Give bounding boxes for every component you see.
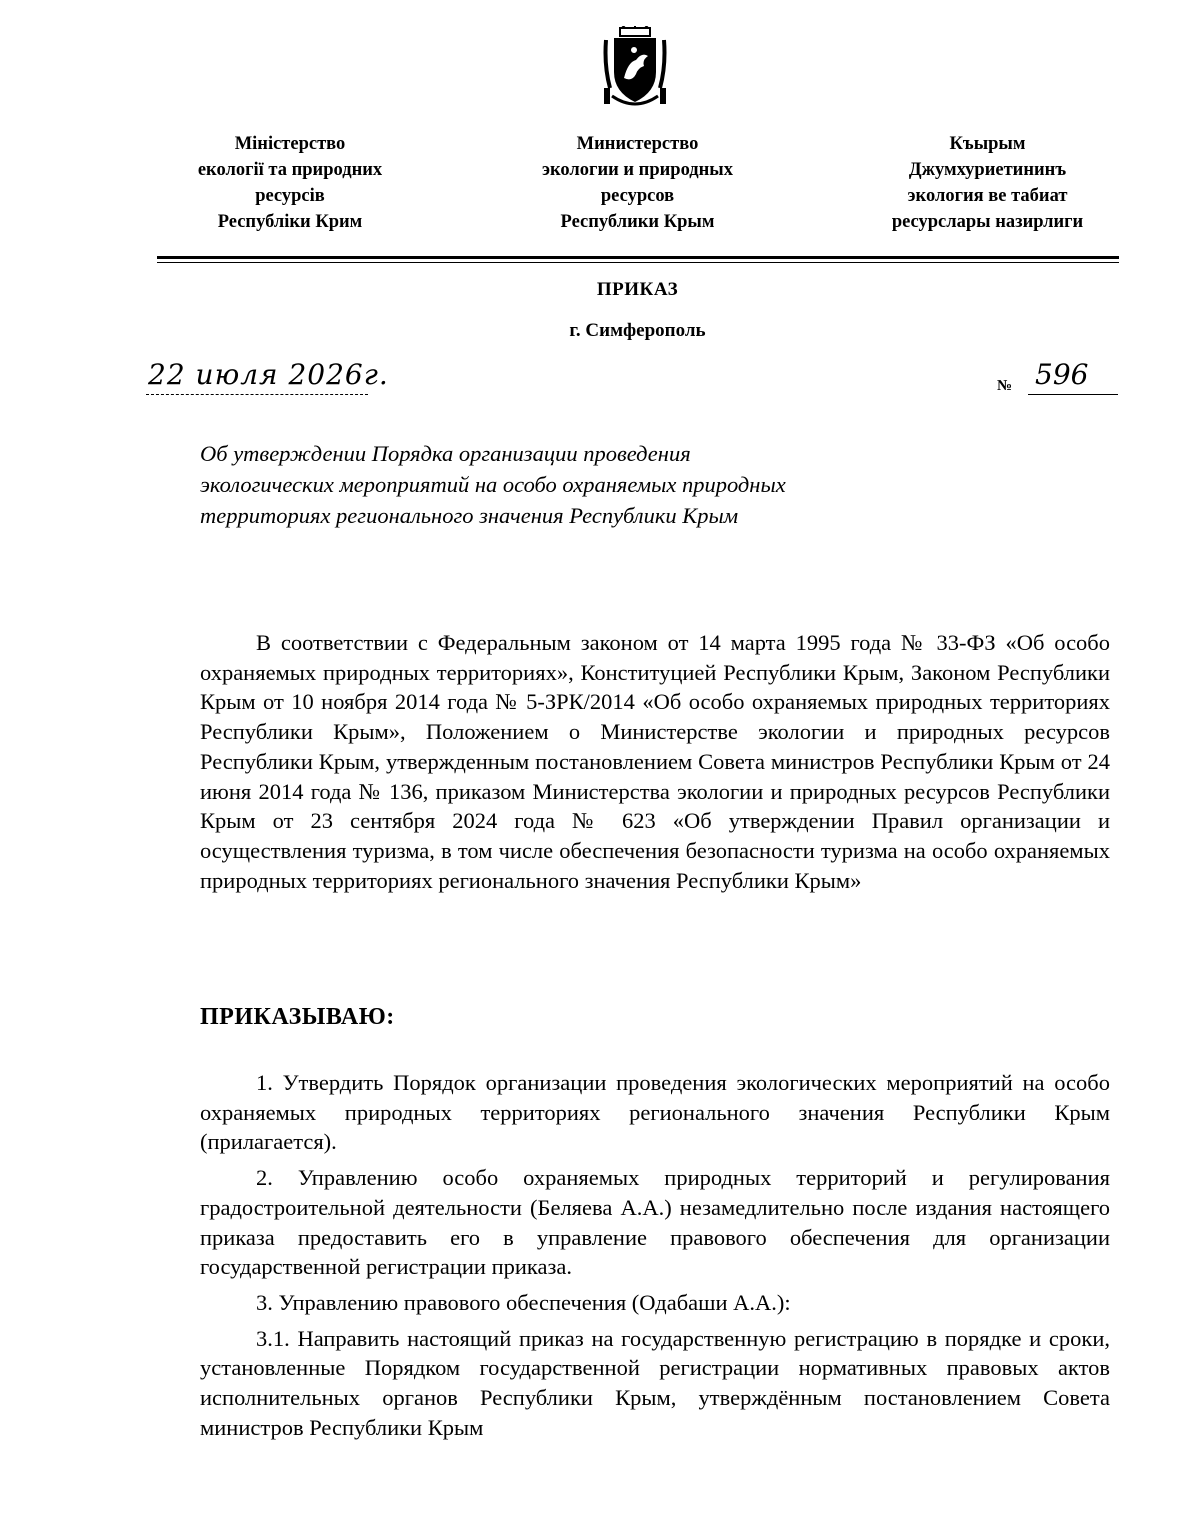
handwritten-number: 596 (1035, 358, 1089, 391)
date-underline (146, 394, 368, 395)
ministry-ua-line-2: екології та природних (197, 160, 383, 180)
order-directive-heading: ПРИКАЗЫВАЮ: (200, 1004, 395, 1030)
order-item-3: 3. Управлению правового обеспечения (Одабаши А.А.): (256, 1289, 791, 1315)
handwritten-date: 22 июля 2026г. (148, 358, 389, 391)
order-city: г. Симферополь (569, 320, 706, 341)
ministry-ru-line-4: Республики Крым (560, 212, 715, 232)
ministry-ua-line-1: Міністерство (234, 134, 346, 154)
ministry-ua-line-3: ресурсів (255, 186, 325, 206)
ministry-ru-line-2: экологии и природных (542, 160, 733, 180)
ministry-ru-line-3: ресурсов (600, 186, 675, 206)
order-title: ПРИКАЗ (596, 279, 679, 300)
order-item-3-1: 3.1. Направить настоящий приказ на государственную регистрацию в порядке и сроки, установленные Порядком государственной регистрации нормативных правовых актов исполнительных органов Республики Крым, утверждённым постановлением Совета министров Республики Крым (200, 1325, 1110, 1440)
ministry-name-crimean-tatar (845, 131, 1130, 235)
ministry-ct-line-4: ресурслары назирлиги (891, 212, 1084, 232)
ministry-ct-line-1: Къырым (949, 134, 1026, 154)
order-items-list (200, 1068, 1110, 1448)
ministry-name-ukrainian (160, 131, 420, 235)
order-subject: Об утверждении Порядка организации проведения экологических мероприятий на особо охраняемых природных территориях регионального значения Республики Крым (200, 441, 786, 528)
number-underline (1028, 394, 1118, 395)
number-label: № (997, 378, 1013, 394)
order-item-2: 2. Управлению особо охраняемых природных территорий и регулирования градостроительной деятельности (Беляева А.А.) незамедлительно после издания настоящего приказа предоставить его в управление правового обеспечения для организации государственной регистрации приказа. (200, 1165, 1110, 1280)
header-divider-thick (157, 256, 1119, 259)
ministry-ru-line-1: Министерство (576, 134, 699, 154)
coat-of-arms-emblem (598, 26, 672, 110)
preamble-paragraph: В соответствии с Федеральным законом от 14 марта 1995 года № 33-ФЗ «Об особо охраняемых природных территориях», Конституцией Республики Крым, Законом Республики Крым от 10 ноября 2014 года № 5-ЗРК/2014 «Об особо охраняемых природных территориях Республики Крым», Положением о Министерстве экологии и природных ресурсов Республики Крым, утвержденным постановлением Совета министров Республики Крым от 24 июня 2014 года № 136, приказом Министерства экологии и природных ресурсов Республики Крым от 23 сентября 2024 года № 623 «Об утверждении Правил организации и осуществления туризма, в том числе обеспечения безопасности туризма на особо охраняемых природных территориях регионального значения Республики Крым» (200, 630, 1110, 893)
ministry-name-russian (505, 131, 770, 235)
ministry-ua-line-4: Республіки Крим (217, 212, 363, 232)
order-item-1: 1. Утвердить Порядок организации проведения экологических мероприятий на особо охраняемых природных территориях регионального значения Республики Крым (прилагается). (200, 1070, 1110, 1155)
ministry-ct-line-2: Джумхуриетининъ (908, 160, 1067, 180)
ministry-ct-line-3: экология ве табиат (907, 186, 1068, 206)
header-divider-thin (157, 262, 1119, 263)
